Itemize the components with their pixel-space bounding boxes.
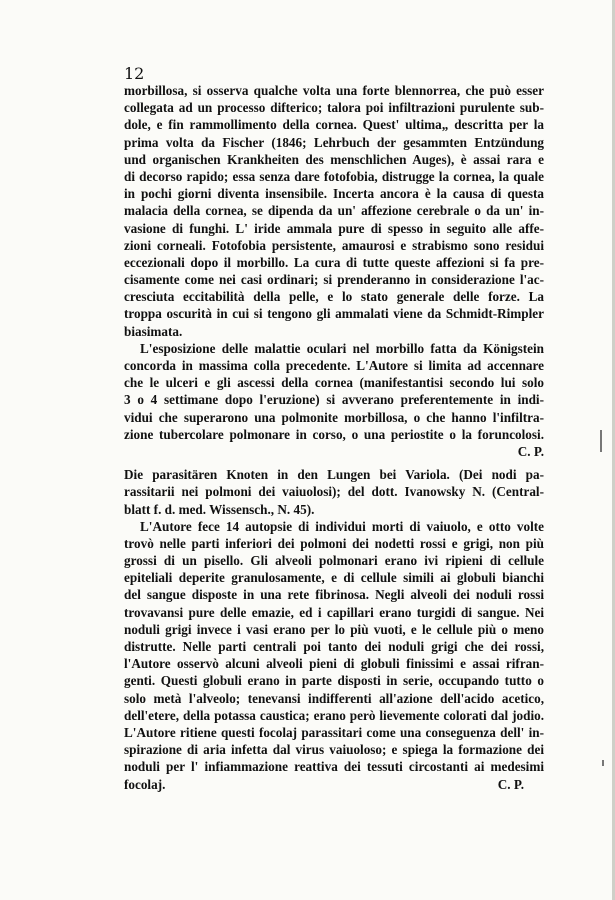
text-line: l'Autore osservò alcuni alveoli pieni di globuli finissimi e assai rifran- [124,656,544,672]
text-line: del sangue disposte in una rete fibrinosa. Negli alveoli dei noduli rossi [124,587,544,603]
article-heading: Die parasitären Knoten in den Lungen bei Variola. (Dei nodi pa- [124,467,544,483]
text-line: vasione di funghi. L' iride ammala pure di spesso in seguito alle affe- [124,220,544,236]
text-line: genti. Questi globuli erano in parte disposti in serie, occupando tutto o [124,673,544,689]
text-line: cisamente come nei casi ordinari; si prenderanno in considerazione l'ac- [124,272,544,288]
text-line: malacia della cornea, se dipenda da un' affezione cerebrale o da un' in- [124,203,544,219]
text-line: concorda in massima colla precedente. L'Autore si limita ad accennare [124,358,544,373]
text-line: solo metà l'alveolo; tenevansi indifferenti all'azione dell'acido acetico, [124,690,544,706]
text-line: in pochi giorni diventa insensibile. Incerta ancora è la causa di questa [124,186,544,202]
final-line [124,776,544,793]
text-line: zione tubercolare polmonare in corso, o una periostite o la foruncolosi. [124,426,544,442]
signature: C. P. [497,776,524,792]
final-line-text: focolaj. [124,776,166,792]
text-line: grossi di un pisello. Gli alveoli polmonari erano ivi ripieni di cellule [124,553,544,569]
text-line: che le ulceri e gli ascessi della cornea (manifestantisi secondo lui solo [124,375,544,391]
text-line: morbillosa, si osserva qualche volta una forte blennorrea, che può esser [124,83,544,98]
article-heading: blatt f. d. med. Wissensch., N. 45). [124,501,315,517]
text-line: spirazione di aria infetta dal virus vaiuoloso; e spiega la formazione dei [124,742,544,758]
text-line: eccezionali dopo il morbillo. La cura di tutte queste affezioni si fa pre- [124,254,544,270]
text-line: noduli grigi invece i vasi erano per lo più vuoti, e le cellule più o meno [124,621,544,637]
text-line: L'Autore ritiene questi focolaj parassitari come una conseguenza dell' in- [124,724,544,740]
text-line: L'Autore fece 14 autopsie di individui morti di vaiuolo, e otto volte [140,518,544,534]
text-line: epiteliali deperite granulosamente, e di cellule simili ai globuli bianchi [124,570,544,586]
text-line: trovavansi pure delle emazie, ed i capillari erano turgidi di sangue. Nei [124,604,544,620]
page-body [124,82,544,793]
text-line: L'esposizione delle malattie oculari nel morbillo fatta da Königstein [140,340,544,356]
text-line: di decorso rapido; essa senza dare fotofobia, distrugge la cornea, la quale [124,168,544,184]
text-line: noduli per l' infiammazione reattiva dei tessuti circostanti ai medesimi [124,759,544,775]
text-line: distrutte. Nelle parti centrali poi tanto dei noduli grigi che dei rossi, [124,639,544,654]
text-line: dole, e fin rammollimento della cornea. Quest' ultima„ descritta per la [124,117,544,133]
text-line: trovò nelle parti inferiori dei polmoni dei nodetti rossi e grigi, non più [124,535,544,551]
text-line: biasimata. [124,323,183,339]
text-line: und organischen Krankheiten des menschlichen Auges), è assai rara e [124,151,544,167]
text-line: zioni corneali. Fotofobia persistente, amaurosi e strabismo sono residui [124,237,544,253]
page-edge-mark [600,430,602,452]
text-line: collegata ad un processo difterico; talora poi infiltrazioni purulente sub- [124,100,544,116]
text-line: prima volta da Fischer (1846; Lehrbuch der gesammten Entzündung [124,134,544,150]
page-number: 12 [124,64,145,83]
text-line: troppa oscurità in cui si tengono gli ammalati viene da Schmidt-Rimpler [124,306,544,322]
text-line: vidui che superarono una polmonite morbillosa, o che hanno l'infiltra- [124,409,544,425]
text-line: cresciuta eccitabilità della pelle, e lo stato generale delle forze. La [124,289,544,305]
text-line: dell'etere, della potassa caustica; erano però lievemente colorati dal jodio. [124,707,544,723]
page-edge-mark [602,760,604,766]
article-heading: rassitarii nei polmoni dei vaiuolosi); del dott. Ivanowsky N. (Central- [124,484,544,500]
signature: C. P. [517,443,544,459]
text-line: 3 o 4 settimane dopo l'eruzione) si avverano preferentemente in indi- [124,392,544,408]
